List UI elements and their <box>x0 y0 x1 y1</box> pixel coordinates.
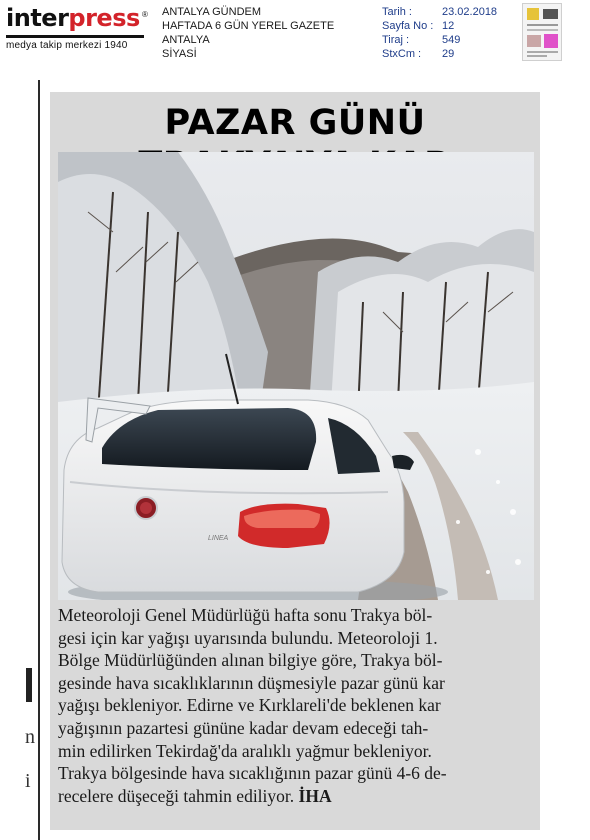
clipping-header <box>0 0 590 74</box>
detail-label: Sayfa No : <box>382 20 434 32</box>
interpress-logo <box>2 4 152 51</box>
publication-frequency: HAFTADA 6 GÜN YEREL GAZETE <box>162 20 335 32</box>
body-line: Bölge Müdürlüğünden alınan bilgiye göre, Trakya böl- <box>58 650 443 671</box>
news-agency-source: İHA <box>298 785 332 806</box>
publication-name: ANTALYA GÜNDEM <box>162 6 262 18</box>
detail-date <box>382 5 497 19</box>
thumb-block <box>544 34 558 48</box>
publication-category: SİYASİ <box>162 48 197 60</box>
detail-value: 12 <box>442 20 455 32</box>
detail-label: Tiraj : <box>382 34 410 46</box>
car-model-badge: LINEA <box>208 535 229 542</box>
detail-page <box>382 19 497 33</box>
thumb-line <box>527 24 558 26</box>
body-line: Meteoroloji Genel Müdürlüğü hafta sonu Trakya böl- <box>58 605 433 625</box>
logo-word-press: press <box>68 4 140 32</box>
article-body <box>58 604 536 807</box>
thumb-line <box>527 55 547 57</box>
thumb-block <box>543 9 558 19</box>
thumb-line <box>527 51 558 53</box>
adjacent-column-scrap <box>22 660 36 840</box>
body-line: Trakya bölgesinde hava sıcaklığının pazar günü 4-6 de- <box>58 763 447 784</box>
detail-label: StxCm : <box>382 48 422 60</box>
body-line: gesinde hava sıcaklıklarının düşmesiyle pazar günü kar <box>58 672 445 693</box>
thumb-block <box>527 8 539 20</box>
page-thumbnail[interactable] <box>522 3 562 61</box>
registered-mark: ® <box>142 10 148 19</box>
publication-city: ANTALYA <box>162 34 210 46</box>
article-photo <box>58 152 534 600</box>
logo-word-inter: inter <box>6 4 69 32</box>
body-line: recelere düşeceği tahmin ediliyor. <box>58 785 295 806</box>
body-line: yağışı bekleniyor. Edirne ve Kırklareli'de beklenen kar <box>58 695 441 716</box>
body-last-line <box>58 785 536 808</box>
snowy-road-car-photo <box>58 152 534 600</box>
headline-line: PAZAR GÜNÜ <box>164 103 426 143</box>
body-line: gesi için kar yağışı uyarısında bulundu. Meteoroloji 1. <box>58 627 438 648</box>
detail-value: 23.02.2018 <box>442 6 498 18</box>
thumb-block <box>527 35 541 47</box>
scrap-glyph: n <box>25 726 35 748</box>
detail-stxcm <box>382 47 497 61</box>
page-margin-rule <box>38 80 40 840</box>
logo-wordmark <box>6 4 140 32</box>
article-clipping <box>50 92 540 830</box>
detail-circulation <box>382 33 497 47</box>
detail-label: Tarih : <box>382 6 412 18</box>
detail-value: 549 <box>442 34 461 46</box>
detail-value: 29 <box>442 48 455 60</box>
clipping-details <box>382 5 497 61</box>
thumb-line <box>527 29 558 31</box>
body-line: min edilirken Tekirdağ'da aralıklı yağmur bekleniyor. <box>58 740 432 761</box>
scrap-glyph <box>26 668 32 702</box>
logo-underline <box>6 35 144 38</box>
logo-tagline: medya takip merkezi 1940 <box>6 40 128 51</box>
body-line: yağışının pazartesi gününe kadar devam edeceği tah- <box>58 717 429 738</box>
scrap-glyph: i <box>25 770 31 792</box>
publication-info <box>162 5 334 61</box>
